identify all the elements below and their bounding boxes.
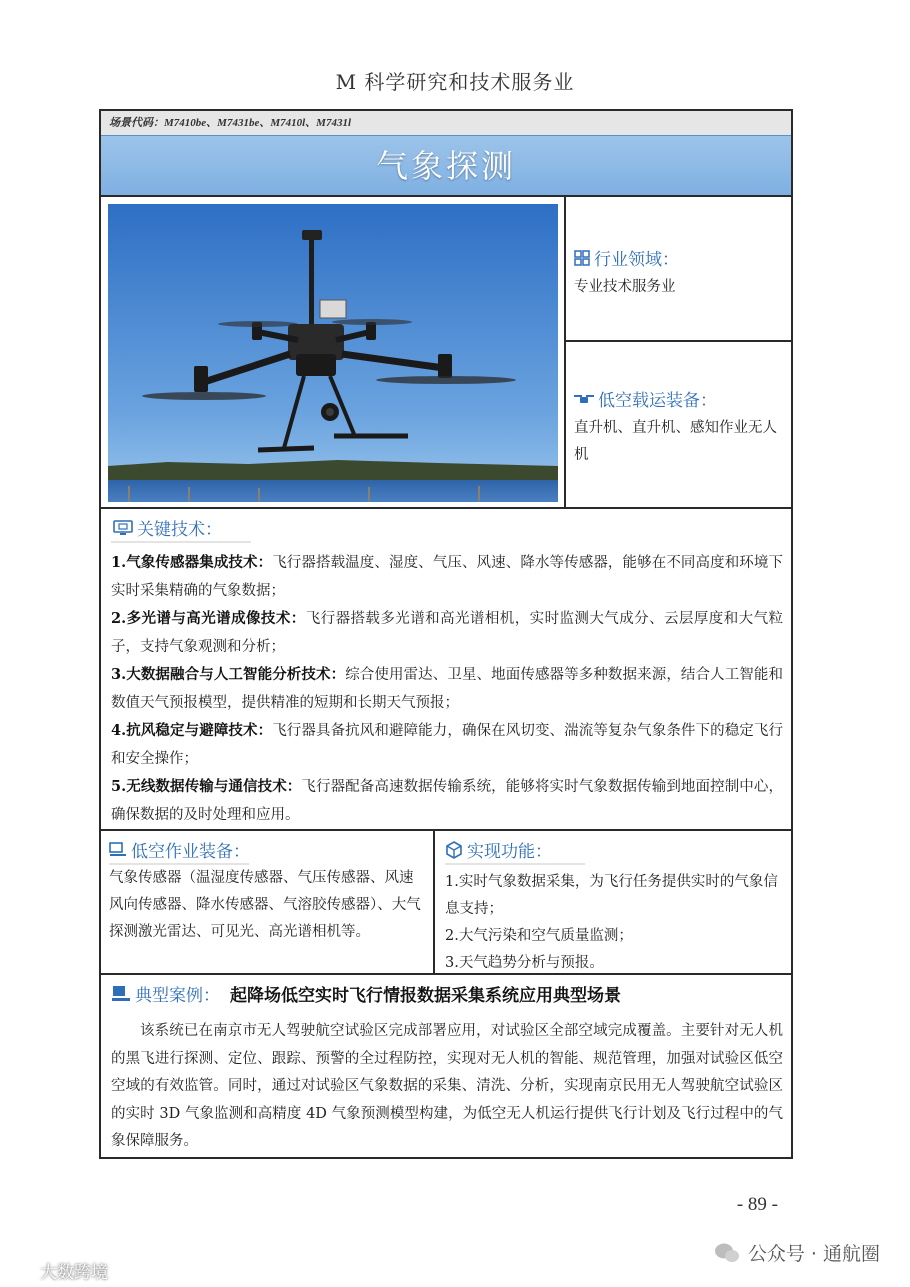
- equipment-label-row: [109, 837, 427, 862]
- equipment-text: 气象传感器（温湿度传感器、气压传感器、风速风向传感器、降水传感器、气溶胶传感器）、大气探测激光雷达、可见光、高光谱相机等。: [109, 870, 421, 940]
- page-header-title: M 科学研究和技术服务业: [335, 70, 575, 94]
- key-tech-item-title: 1.气象传感器集成技术：: [111, 554, 273, 571]
- key-tech-item-text: 飞行器搭载多光谱和高光谱相机，实时监测大气成分、云层厚度和大气粒子，支持气象观测和分析；: [111, 611, 784, 655]
- carrier-label-row: [574, 386, 785, 411]
- functions-underline: [445, 863, 585, 865]
- key-tech-item-title: 2.多光谱与高光谱成像技术：: [111, 610, 306, 627]
- key-tech-item: [111, 717, 783, 773]
- case-body: 该系统已在南京市无人驾驶航空试验区完成部署应用，对试验区全部空域完成覆盖。主要针对无人机的黑飞进行探测、定位、跟踪、预警的全过程防控，实现对无人机的智能、规范管理，加强对试验区低空空域的有效监管。同时，通过对试验区气象数据的采集、清洗、分析，实现南京民用无人驾驶航空试验区的实时 3D 气象监测和高精度 4D 气象预测模型构建，为低空无人机运行提供飞行计划及飞行过程中的气象保障服务。: [111, 1023, 783, 1149]
- monitor-icon: [113, 520, 133, 536]
- card-title: 气象探测: [101, 135, 791, 197]
- key-tech-item-title: 4.抗风稳定与避障技术：: [111, 722, 273, 739]
- key-tech-item: [111, 773, 783, 829]
- drone-photo-illustration: [108, 204, 558, 502]
- scene-code: 场景代码：M7410be、M7431be、M7410l、M7431l: [101, 111, 791, 135]
- functions-label-row: [445, 837, 785, 862]
- key-tech-item-text: 飞行器配备高速数据传输系统，能够将实时气象数据传输到地面控制中心，确保数据的及时处理和应用。: [111, 779, 784, 823]
- key-tech-item: [111, 661, 783, 717]
- drone-photo: [108, 204, 558, 502]
- computer-icon: [111, 985, 131, 1003]
- desk-icon: [109, 842, 127, 858]
- key-tech-label: 关键技术：: [137, 520, 222, 540]
- industry-label-row: [574, 245, 785, 270]
- key-tech-item-title: 3.大数据融合与人工智能分析技术：: [111, 666, 346, 683]
- case-label: 典型案例：: [135, 986, 220, 1006]
- key-tech-section: [101, 509, 791, 831]
- key-tech-item-text: 综合使用雷达、卫星、地面传感器等多种数据来源，结合人工智能和数值天气预报模型，提供精准的短期和长期天气预报；: [111, 667, 783, 711]
- key-tech-list: [111, 549, 783, 829]
- key-tech-item: [111, 549, 783, 605]
- key-tech-item-text: 飞行器搭载温度、湿度、气压、风速、降水等传感器，能够在不同高度和环境下实时采集精确的气象数据；: [111, 555, 783, 599]
- watermark-right-text: 公众号 · 通航圈: [747, 1243, 880, 1265]
- page-number: - 89 -: [736, 1194, 778, 1215]
- functions-list: [445, 869, 785, 977]
- carrier-text: 直升机、直升机、感知作业无人机: [574, 420, 777, 463]
- brand-logo-icon: [6, 1261, 36, 1281]
- drone-icon: [574, 392, 594, 406]
- carrier-label: 低空载运装备：: [598, 391, 717, 411]
- function-item: 1.实时气象数据采集，为飞行任务提供实时的气象信息支持；: [445, 874, 778, 917]
- key-tech-item-title: 5.无线数据传输与通信技术：: [111, 778, 302, 795]
- scenario-card: [99, 109, 793, 1159]
- watermark-left-text: 大数跨境: [40, 1263, 108, 1283]
- key-tech-underline: [111, 541, 251, 543]
- photo-cell: [101, 197, 566, 509]
- wechat-icon: [714, 1242, 740, 1264]
- equipment-cell: [101, 831, 435, 975]
- cube-icon: [445, 841, 463, 859]
- industry-cell: [566, 197, 791, 342]
- key-tech-item-text: 飞行器具备抗风和避障能力，确保在风切变、湍流等复杂气象条件下的稳定飞行和安全操作；: [111, 723, 783, 767]
- functions-label: 实现功能：: [467, 842, 552, 862]
- case-section: [101, 975, 791, 1159]
- functions-cell: [435, 831, 791, 975]
- industry-text: 专业技术服务业: [574, 279, 676, 295]
- key-tech-item: [111, 605, 783, 661]
- watermark-left: [6, 1258, 108, 1283]
- grid-icon: [574, 250, 590, 266]
- function-item: 3.天气趋势分析与预报。: [445, 955, 604, 971]
- carrier-cell: [566, 342, 791, 509]
- watermark-right: [714, 1239, 880, 1266]
- case-head: [111, 981, 783, 1006]
- industry-label: 行业领域：: [594, 250, 679, 270]
- function-item: 2.大气污染和空气质量监测；: [445, 928, 633, 944]
- case-title: 起降场低空实时飞行情报数据采集系统应用典型场景: [230, 986, 621, 1006]
- equipment-label: 低空作业装备：: [131, 842, 250, 862]
- key-tech-label-row: [113, 515, 783, 540]
